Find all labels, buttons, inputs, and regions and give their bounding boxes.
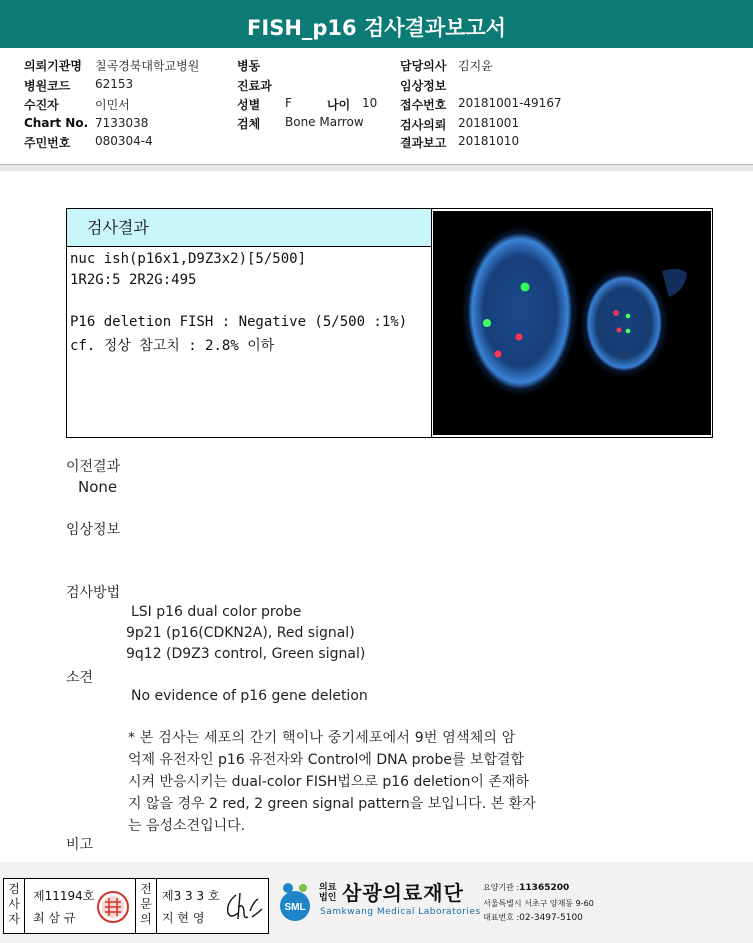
section-method-label: 검사방법	[66, 585, 121, 601]
specialist-license-no: 제3 3 3 호	[162, 889, 220, 903]
org-prefix: 의료 법인	[319, 883, 337, 903]
red-signal	[613, 310, 619, 316]
value-age: 10	[362, 96, 378, 110]
label-hospital-code: 병원코드	[24, 79, 71, 93]
label-requesting-institution: 의뢰기관명	[24, 59, 82, 73]
red-signal	[516, 334, 523, 341]
label-ward: 병동	[237, 59, 261, 73]
section-clinical-info-label: 임상정보	[66, 522, 121, 538]
result-signal-counts: 1R2G:5 2R2G:495	[70, 272, 197, 288]
nucleus-right	[586, 275, 662, 371]
note-line-5: 는 음성소견입니다.	[128, 818, 246, 834]
examiner-seal-icon	[96, 890, 130, 924]
value-patient: 이민서	[95, 98, 130, 112]
value-attending-doctor: 김지윤	[458, 59, 493, 73]
previous-result-value: None	[78, 478, 118, 496]
sml-logo-text: SML	[284, 902, 306, 913]
red-signal	[617, 328, 622, 333]
report-title-bar	[0, 0, 753, 48]
label-test-request: 검사의뢰	[400, 118, 447, 132]
label-resident-no: 주민번호	[24, 136, 71, 150]
result-box	[66, 208, 713, 438]
label-age: 나이	[327, 98, 351, 112]
red-signal	[495, 351, 502, 358]
result-reference-range: cf. 정상 참고치 : 2.8% 이하	[70, 338, 275, 354]
specialist-signature-icon	[222, 889, 266, 925]
sml-logo-icon	[273, 880, 317, 924]
specialist-name: 지 현 영	[162, 911, 205, 925]
fish-microscopy-image	[433, 211, 711, 435]
value-specimen: Bone Marrow	[285, 115, 364, 129]
nucleus-left	[468, 233, 572, 389]
result-interpretation: P16 deletion FISH : Negative (5/500 :1%)	[70, 314, 408, 330]
method-line-green: 9q12 (D9Z3 control, Green signal)	[126, 646, 366, 662]
org-phone: 대표번호 :02-3497-5100	[483, 913, 583, 923]
value-reception-no: 20181001-49167	[458, 96, 562, 110]
label-chart-no: Chart No.	[24, 116, 89, 130]
specialist-vertical-label: 전 문 의	[140, 882, 152, 926]
value-hospital-code: 62153	[95, 77, 134, 91]
section-previous-result-label: 이전결과	[66, 459, 121, 475]
result-karyotype: nuc ish(p16x1,D9Z3x2)[5/500]	[70, 251, 307, 267]
value-requesting-institution: 칠곡경북대학교병원	[95, 59, 200, 73]
label-specimen: 검체	[237, 117, 261, 131]
note-line-1: * 본 검사는 세포의 간기 핵이나 중기세포에서 9번 염색체의 암	[128, 730, 516, 746]
method-line-red: 9p21 (p16(CDKN2A), Red signal)	[126, 625, 355, 641]
green-signal	[483, 319, 491, 327]
header-shadow-band	[0, 165, 753, 171]
finding-value: No evidence of p16 gene deletion	[131, 688, 368, 704]
label-department: 진료과	[237, 79, 272, 93]
label-attending-doctor: 담당의사	[400, 59, 447, 73]
value-test-request: 20181001	[458, 116, 520, 130]
green-signal	[626, 314, 631, 319]
section-remarks-label: 비고	[66, 837, 94, 853]
label-result-report: 결과보고	[400, 136, 447, 150]
label-reception-no: 접수번호	[400, 98, 447, 112]
report-title: FISH_p16 검사결과보고서	[247, 16, 506, 40]
note-line-3: 시켜 반응시키는 dual-color FISH법으로 p16 deletion이 존재하	[128, 774, 529, 790]
method-line-probe: LSI p16 dual color probe	[131, 604, 302, 620]
label-clinical-info: 임상정보	[400, 79, 447, 93]
label-patient: 수진자	[24, 98, 59, 112]
result-text-panel	[67, 209, 432, 437]
value-sex: F	[285, 96, 292, 110]
examiner-vertical-label: 검 사 자	[8, 882, 20, 926]
org-code: 요양기관 :11365200	[483, 883, 570, 893]
org-address: 서울특별시 서초구 양재동 9-60	[483, 899, 594, 908]
sml-logo	[273, 880, 317, 928]
section-finding-label: 소견	[66, 670, 94, 686]
examiner-license-no: 제11194호	[33, 889, 95, 903]
label-sex: 성별	[237, 98, 261, 112]
fish-nuclei-illustration	[433, 211, 711, 435]
org-name: 삼광의료재단	[342, 881, 464, 905]
value-result-report: 20181010	[458, 134, 520, 148]
org-english-name: Samkwang Medical Laboratories	[320, 907, 481, 917]
note-line-4: 지 않을 경우 2 red, 2 green signal pattern을 보입니다. 본 환자	[128, 796, 536, 812]
result-heading: 검사결과	[67, 209, 431, 247]
value-resident-no: 080304-4	[95, 134, 153, 148]
green-signal	[626, 329, 631, 334]
note-line-2: 억제 유전자인 p16 유전자와 Control에 DNA probe를 보합결합	[128, 752, 525, 768]
signature-box	[3, 878, 269, 934]
examiner-name: 최 삼 규	[33, 911, 76, 925]
value-chart-no: 7133038	[95, 116, 149, 130]
green-signal	[521, 283, 530, 292]
